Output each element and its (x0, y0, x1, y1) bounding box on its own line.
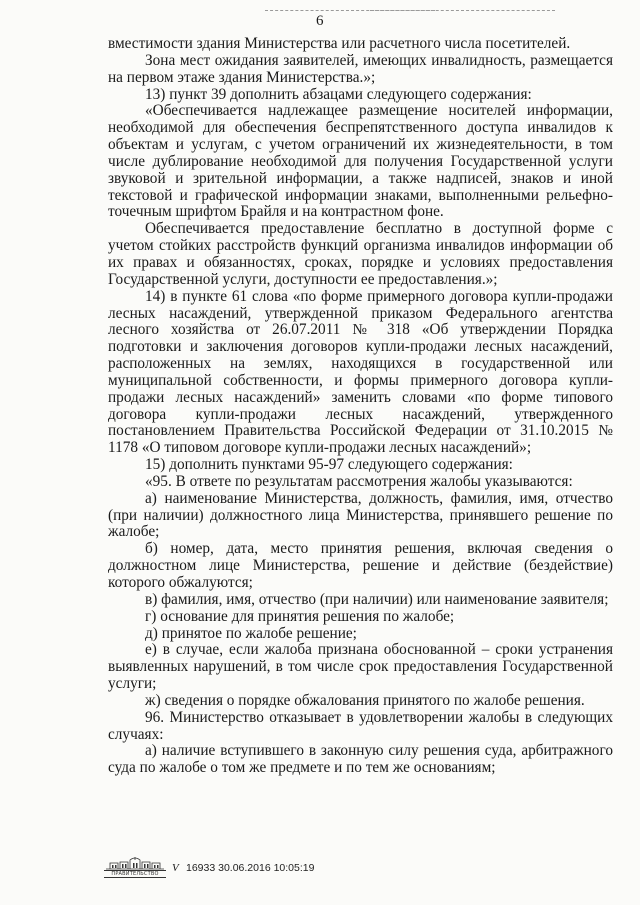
paragraph: 13) пункт 39 дополнить абзацами следующего содержания: (145, 85, 532, 103)
paragraph: а) наименование Министерства, должность, фамилия, имя, отчество (при наличии) должностного лица Министерства, принявшего решение по жалобе; (108, 489, 613, 541)
paragraph: 15) дополнить пунктами 95-97 следующего содержания: (145, 456, 513, 474)
logo-caption: ПРАВИТЕЛЬСТВО (104, 870, 166, 878)
paragraph: е) в случае, если жалоба признана обоснованной – сроки устранения выявленных нарушений, в том числе срок предоставления Государственной услуги; (108, 641, 613, 693)
footer-stamp (104, 856, 524, 882)
paragraph: д) принятое по жалобе решение; (145, 624, 357, 642)
document-registration-id: 16933 30.06.2016 10:05:19 (186, 862, 315, 874)
building-icon (104, 856, 166, 870)
paragraph: Обеспечивается предоставление бесплатно в доступной форме с учетом стойких расстройств функций организма инвалидов информации об их правах и обязанностях, сроках, порядке и условиях предоставления Государственной услуги, доступности ее предоставления.»; (108, 220, 613, 288)
paragraph: «95. В ответе по результатам рассмотрения жалобы указываются: (145, 472, 573, 490)
paragraph: а) наличие вступившего в законную силу решения суда, арбитражного суда по жалобе о том же предмете и по тем же основаниям; (108, 742, 613, 777)
paragraph: б) номер, дата, место принятия решения, включая сведения о должностном лице Министерства, решение и действие (бездействие) которого обжалуются; (108, 540, 613, 591)
document-body (108, 36, 613, 777)
footer-mark: V (172, 862, 179, 874)
paragraph: Зона мест ожидания заявителей, имеющих инвалидность, размещается на первом этаже здания Министерства.»; (108, 51, 613, 86)
page-number: 6 (316, 13, 324, 29)
government-logo (104, 856, 166, 880)
paragraph: 14) в пункте 61 слова «по форме примерного договора купли-продажи лесных насаждений, утвержденной приказом Федерального агентства лесного хозяйства от 26.07.2011 № 318 «Об утверждении Порядка подготовки и заключения договоров купли-продажи лесных насаждений, расположенных на землях, находящихся в государственной или муниципальной собственности, и формы примерного договора купли-продажи лесных насаждений» заменить словами «по форме типового договора купли-продажи лесных насаждений, утвержденного постановлением Правительства Российской Федерации от 31.10.2015 № 1178 «О типовом договоре купли-продажи лесных насаждений»; (108, 287, 613, 457)
paragraph: 96. Министерство отказывает в удовлетворении жалобы в следующих случаях: (108, 708, 613, 743)
paragraph: г) основание для принятия решения по жалобе; (145, 607, 455, 625)
paragraph: в) фамилия, имя, отчество (при наличии) или наименование заявителя; (145, 590, 609, 608)
paragraph: вместимости здания Министерства или расчетного числа посетителей. (108, 35, 571, 52)
paragraph: «Обеспечивается надлежащее размещение носителей информации, необходимой для обеспечения беспрепятственного доступа инвалидов к объектам и услугам, с учетом ограничений их жизнедеятельности, в том числе дублирование необходимой для получения Государственной услуги звуковой и зрительной информации, а также надписей, знаков и иной текстовой и графической информации знаками, выполненными рельефно-точечным шрифтом Брайля и на контрастном фоне. (108, 102, 613, 221)
top-rule-right (370, 10, 555, 11)
paragraph: ж) сведения о порядке обжалования принятого по жалобе решения. (145, 691, 585, 709)
